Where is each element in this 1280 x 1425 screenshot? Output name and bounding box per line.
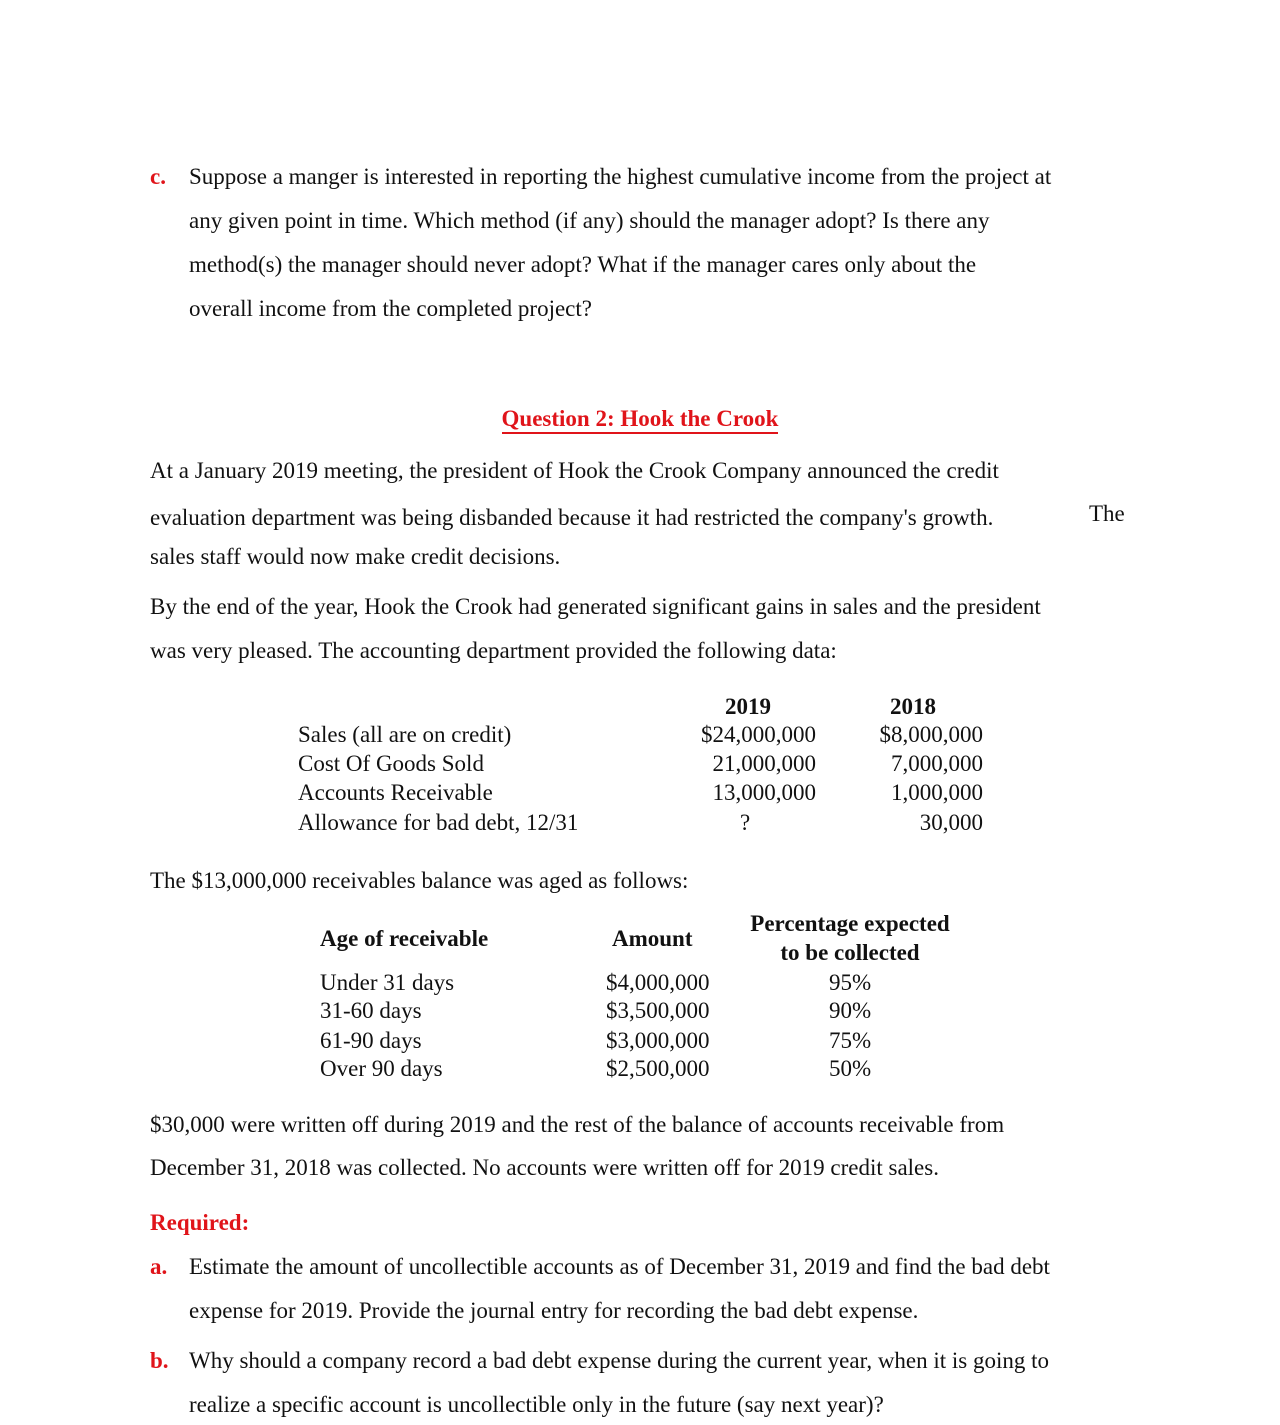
aging-header-amount: Amount [612,926,693,951]
aging-amount: $4,000,000 [606,970,710,995]
required-label: Required: [150,1210,250,1235]
part-a-line-1: Estimate the amount of uncollectible accounts as of December 31, 2019 and find the bad debt [189,1254,1050,1279]
part-a-marker: a. [150,1254,168,1279]
part-c-line-4: overall income from the completed project? [189,296,592,321]
part-b-line-2: realize a specific account is uncollectible only in the future (say next year)? [189,1392,884,1417]
intro-line-1: At a January 2019 meeting, the president of Hook the Crook Company announced the credit [150,458,999,483]
header-2019: 2019 [725,694,771,719]
part-b-line-1: Why should a company record a bad debt expense during the current year, when it is going to [189,1348,1050,1373]
aging-age: Over 90 days [320,1056,443,1081]
part-c-line-3: method(s) the manager should never adopt? What if the manager cares only about the [189,252,977,277]
row-label-sales: Sales (all are on credit) [298,722,512,747]
row-2018-sales: $8,000,000 [879,722,983,747]
row-2019-allowance: ? [740,810,751,835]
row-label-cogs: Cost Of Goods Sold [298,751,484,776]
aging-pct: 95% [829,970,872,995]
row-label-ar: Accounts Receivable [298,780,493,805]
writeoff-line-1: $30,000 were written off during 2019 and the rest of the balance of accounts receivable from [150,1112,1005,1137]
aging-amount: $3,500,000 [606,998,710,1023]
aging-intro: The $13,000,000 receivables balance was aged as follows: [150,868,689,893]
writeoff-line-2: December 31, 2018 was collected. No accounts were written off for 2019 credit sales. [150,1155,939,1180]
aging-header-pct-2: to be collected [780,940,920,965]
row-2018-cogs: 7,000,000 [891,751,983,776]
aging-age: 61-90 days [320,1028,422,1053]
intro-line-2-tail: The [1089,501,1125,526]
intro-line-3: sales staff would now make credit decisions. [150,544,561,569]
aging-header-pct-1: Percentage expected [750,911,950,936]
row-label-allowance: Allowance for bad debt, 12/31 [298,810,579,835]
aging-amount: $3,000,000 [606,1028,710,1053]
header-2018: 2018 [890,694,936,719]
row-2019-sales: $24,000,000 [701,722,816,747]
aging-amount: $2,500,000 [606,1056,710,1081]
row-2019-ar: 13,000,000 [712,780,816,805]
para2-line-1: By the end of the year, Hook the Crook had generated significant gains in sales and the president [150,594,1041,619]
aging-pct: 75% [829,1028,872,1053]
part-a-line-2: expense for 2019. Provide the journal entry for recording the bad debt expense. [189,1298,919,1323]
part-b-marker: b. [150,1348,169,1373]
para2-line-2: was very pleased. The accounting department provided the following data: [150,638,837,663]
question-2-title: Question 2: Hook the Crook [0,406,1280,432]
row-2018-allowance: 30,000 [919,810,983,835]
part-c-line-2: any given point in time. Which method (if any) should the manager adopt? Is there any [189,208,990,233]
aging-age: 31-60 days [320,998,422,1023]
part-c-line-1: Suppose a manger is interested in reporting the highest cumulative income from the project at [189,164,1052,189]
row-2018-ar: 1,000,000 [891,780,983,805]
row-2019-cogs: 21,000,000 [712,751,816,776]
part-c-marker: c. [150,164,166,189]
aging-pct: 50% [829,1056,872,1081]
intro-line-2: evaluation department was being disbanded because it had restricted the company's growth. [150,505,994,530]
aging-pct: 90% [829,998,872,1023]
aging-header-age: Age of receivable [320,926,489,951]
aging-age: Under 31 days [320,970,455,995]
